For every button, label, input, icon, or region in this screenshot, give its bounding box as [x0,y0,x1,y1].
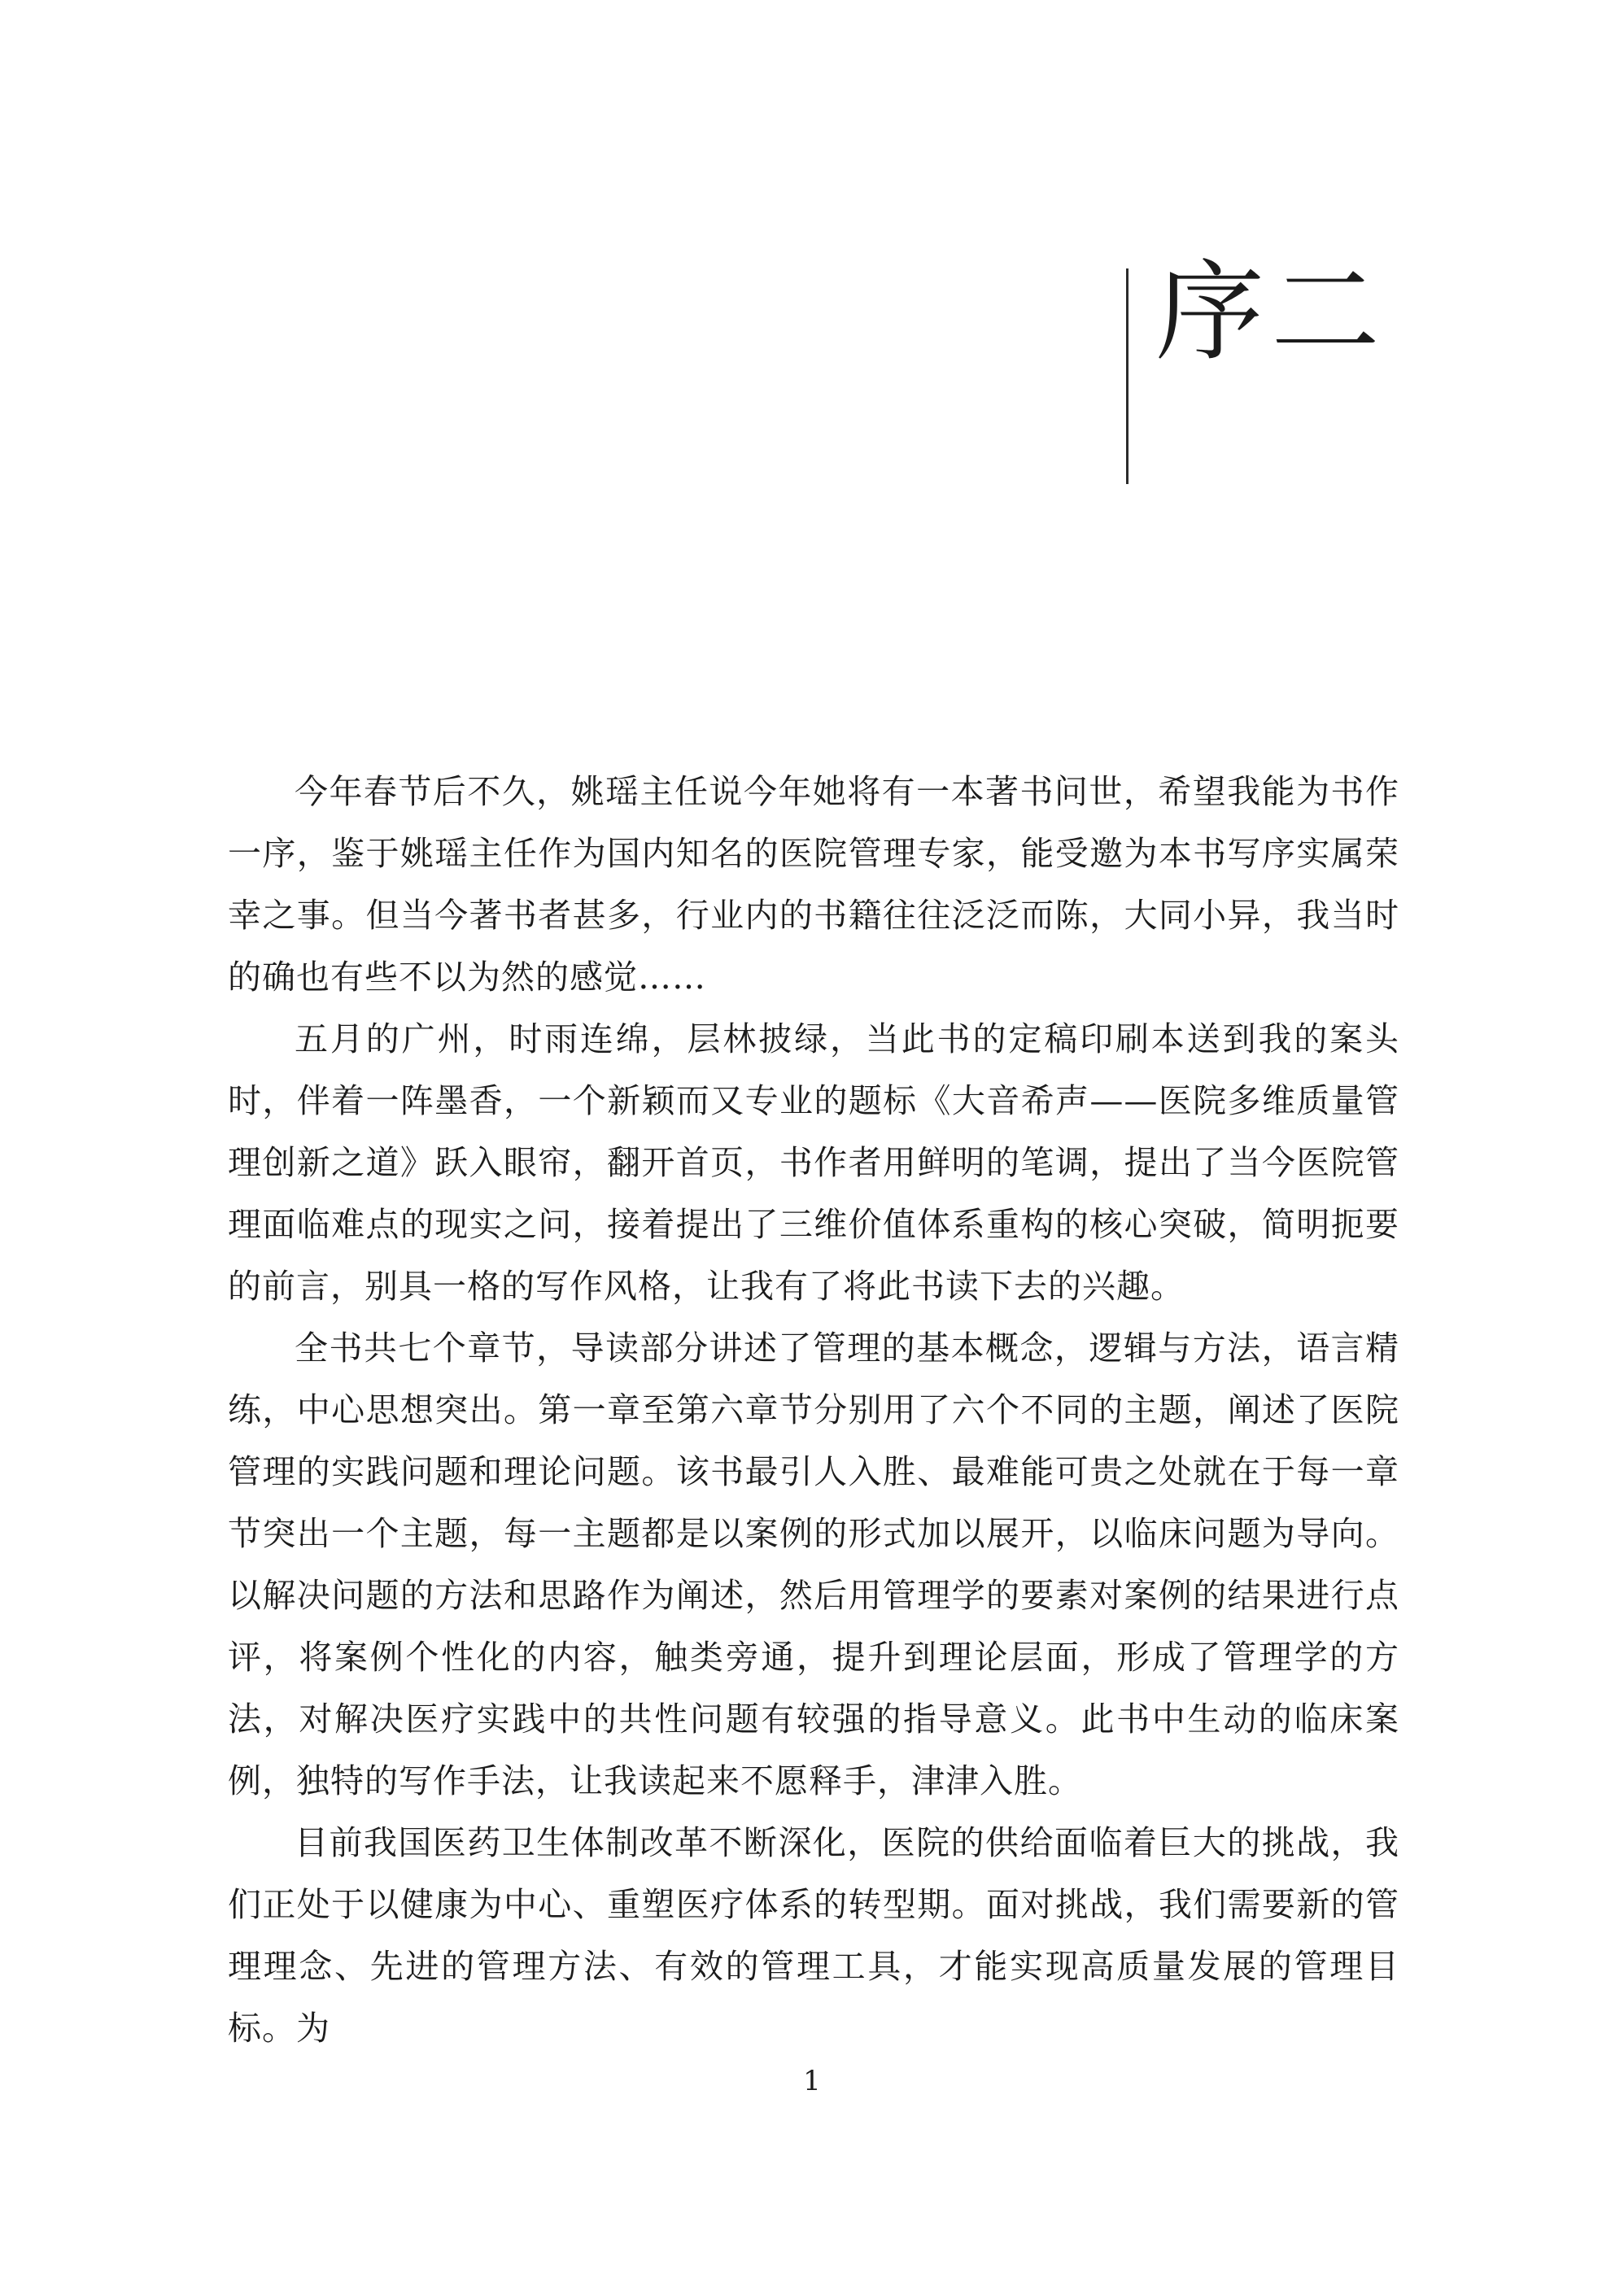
paragraph-4: 目前我国医药卫生体制改革不断深化，医院的供给面临着巨大的挑战，我们正处于以健康为中心、重塑医疗体系的转型期。面对挑战，我们需要新的管理理念、先进的管理方法、有效的管理工具，才能实现高质量发展的管理目标。为 [228,1823,1399,2048]
page-number: 1 [803,2065,821,2097]
paragraph-1: 今年春节后不久，姚瑶主任说今年她将有一本著书问世，希望我能为书作一序，鉴于姚瑶主任作为国内知名的医院管理专家，能受邀为本书写序实属荣幸之事。但当今著书者甚多，行业内的书籍往往泛泛而陈，大同小异，我当时的确也有些不以为然的感觉…… [228,772,1399,997]
paragraph-2: 五月的广州，时雨连绵，层林披绿，当此书的定稿印刷本送到我的案头时，伴着一阵墨香，一个新颖而又专业的题标《大音希声——医院多维质量管理创新之道》跃入眼帘，翻开首页，书作者用鲜明的笔调，提出了当今医院管理面临难点的现实之问，接着提出了三维价值体系重构的核心突破，简明扼要的前言，别具一格的写作风格，让我有了将此书读下去的兴趣。 [228,1019,1399,1306]
chapter-title: 序二 [1155,249,1387,376]
title-vertical-rule [1126,268,1129,484]
body-text [228,761,1399,2059]
paragraph-3: 全书共七个章节，导读部分讲述了管理的基本概念，逻辑与方法，语言精练，中心思想突出。第一章至第六章节分别用了六个不同的主题，阐述了医院管理的实践问题和理论问题。该书最引人入胜、最难能可贵之处就在于每一章节突出一个主题，每一主题都是以案例的形式加以展开，以临床问题为导向。以解决问题的方法和思路作为阐述，然后用管理学的要素对案例的结果进行点评，将案例个性化的内容，触类旁通，提升到理论层面，形成了管理学的方法，对解决医疗实践中的共性问题有较强的指导意义。此书中生动的临床案例，独特的写作手法，让我读起来不愿释手，津津入胜。 [228,1329,1399,1800]
